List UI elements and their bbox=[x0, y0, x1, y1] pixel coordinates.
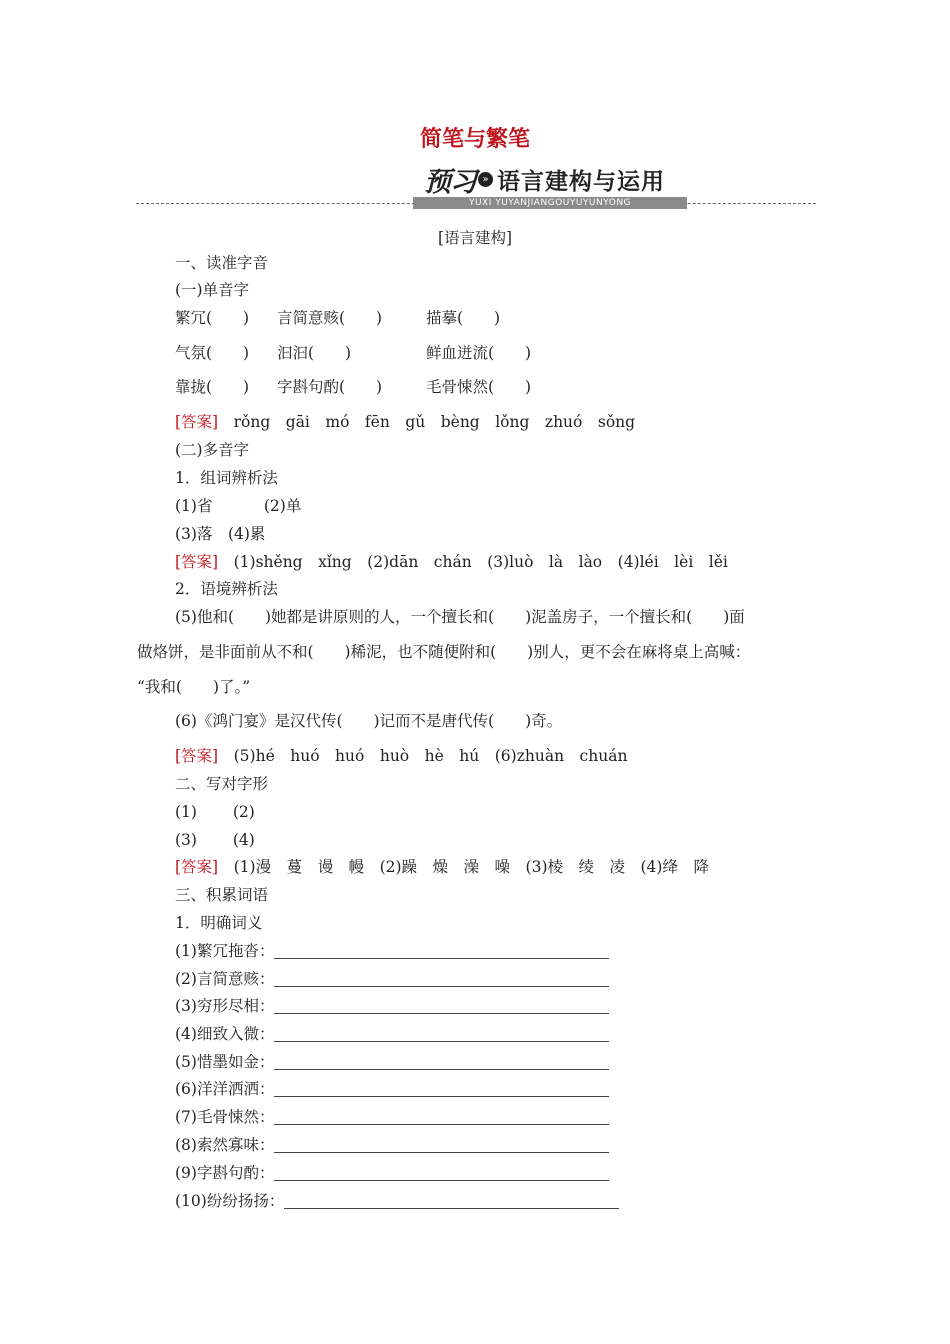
arrow-icon: » bbox=[478, 172, 493, 187]
item-fanrong: 繁冗( ) bbox=[175, 309, 250, 327]
item-kaolong: 靠拢( ) bbox=[175, 378, 250, 396]
subheading-1b: (二)多音字 bbox=[175, 441, 250, 459]
vocab-item: (5)惜墨如金： bbox=[175, 1052, 609, 1072]
banner-heading: 语言建构与运用 bbox=[497, 168, 665, 195]
passage-5-line-3: “我和( )了。” bbox=[137, 678, 251, 696]
answer-blank[interactable] bbox=[274, 998, 609, 1014]
heading-1: 一、读准字音 bbox=[175, 254, 269, 272]
answer-blank[interactable] bbox=[274, 1165, 609, 1181]
method-2: 2．语境辨析法 bbox=[175, 580, 278, 598]
answer-row-2 bbox=[175, 552, 728, 572]
vocab-item: (4)细致入微： bbox=[175, 1024, 609, 1044]
banner-subtitle: YUXI YUYANJIANGOUYUYUNYONG bbox=[413, 197, 687, 209]
answer-blank[interactable] bbox=[274, 971, 609, 987]
answer-text: (5)hé huó huó huò hè hú (6)zhuàn chuán bbox=[233, 747, 628, 765]
answer-blank[interactable] bbox=[274, 1109, 609, 1125]
answer-row-1 bbox=[175, 412, 635, 432]
answer-row-4 bbox=[175, 857, 709, 877]
subheading-3a: 1．明确词义 bbox=[175, 914, 263, 932]
heading-2: 二、写对字形 bbox=[175, 775, 269, 793]
method-1-items-a: (1)省 (2)单 bbox=[175, 497, 302, 515]
answer-text: (1)shěng xǐng (2)dān chán (3)luò là lào (4)léi lèi lěi bbox=[233, 553, 728, 571]
heading-3: 三、积累词语 bbox=[175, 886, 269, 904]
item-miaomo: 描摹( ) bbox=[426, 309, 501, 327]
answer-blank[interactable] bbox=[274, 1081, 609, 1097]
answer-blank[interactable] bbox=[274, 943, 609, 959]
answer-text: (1)漫 蔓 谩 幔 (2)躁 燥 澡 噪 (3)棱 绫 凌 (4)绛 降 bbox=[233, 858, 709, 876]
vocab-item: (10)纷纷扬扬： bbox=[175, 1191, 619, 1211]
vocab-item: (3)穷形尽相： bbox=[175, 996, 609, 1016]
answer-tag: [答案] bbox=[175, 858, 219, 876]
page-title: 简笔与繁笔 bbox=[419, 127, 530, 152]
passage-5-line-1: (5)他和( )她都是讲原则的人，一个擅长和( )泥盖房子，一个擅长和( )面 bbox=[175, 608, 745, 626]
vocab-item: (7)毛骨悚然： bbox=[175, 1107, 609, 1127]
answer-tag: [答案] bbox=[175, 413, 219, 431]
item-zizhenjuzhuo: 字斟句酌( ) bbox=[277, 378, 383, 396]
method-1: 1．组词辨析法 bbox=[175, 469, 278, 487]
answer-tag: [答案] bbox=[175, 747, 219, 765]
vocab-item: (6)洋洋洒洒： bbox=[175, 1079, 609, 1099]
passage-6: (6)《鸿门宴》是汉代传( )记而不是唐代传( )奇。 bbox=[175, 712, 563, 730]
item-maogusongran: 毛骨悚然( ) bbox=[426, 378, 532, 396]
section-banner bbox=[424, 164, 665, 198]
answer-tag: [答案] bbox=[175, 553, 219, 571]
answer-text: rǒng gāi mó fēn gǔ bèng lǒng zhuó sǒng bbox=[233, 413, 636, 431]
item-yanjianyigai: 言简意赅( ) bbox=[277, 309, 383, 327]
vocab-item: (2)言简意赅： bbox=[175, 969, 609, 989]
answer-blank[interactable] bbox=[274, 1137, 609, 1153]
glyph-items-b: (3) (4) bbox=[175, 831, 255, 849]
answer-blank[interactable] bbox=[284, 1193, 619, 1209]
glyph-items-a: (1) (2) bbox=[175, 803, 255, 821]
item-bengliu: 鲜血迸流( ) bbox=[426, 344, 532, 362]
answer-blank[interactable] bbox=[274, 1054, 609, 1070]
section-label: [语言建构] bbox=[437, 229, 513, 247]
item-gugu: 汩汩( ) bbox=[277, 344, 352, 362]
vocab-item: (1)繁冗拖沓： bbox=[175, 941, 609, 961]
subheading-1a: (一)单音字 bbox=[175, 281, 250, 299]
item-qifen: 气氛( ) bbox=[175, 344, 250, 362]
answer-blank[interactable] bbox=[274, 1026, 609, 1042]
method-1-items-b: (3)落 (4)累 bbox=[175, 525, 266, 543]
banner-label: 预习 bbox=[424, 166, 476, 198]
passage-5-line-2: 做烙饼，是非面前从不和( )稀泥，也不随便附和( )别人，更不会在麻将桌上高喊： bbox=[137, 643, 751, 661]
answer-row-3 bbox=[175, 746, 627, 766]
vocab-item: (8)索然寡味： bbox=[175, 1135, 609, 1155]
vocab-item: (9)字斟句酌： bbox=[175, 1163, 609, 1183]
